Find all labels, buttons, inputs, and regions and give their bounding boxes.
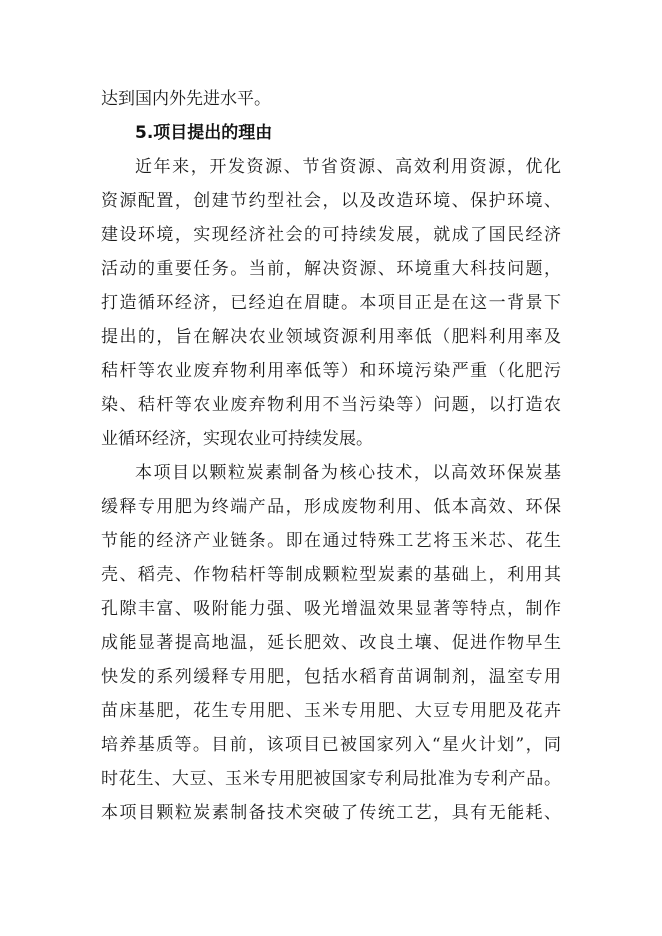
text-line: 时花生、大豆、玉米专用肥被国家专利局批准为专利产品。 — [101, 769, 561, 789]
text-line: 资源配置，创建节约型社会，以及改造环境、保护环境、 — [101, 191, 561, 211]
text-line: 业循环经济，实现农业可持续发展。 — [101, 429, 373, 449]
text-line: 建设环境，实现经济社会的可持续发展，就成了国民经济 — [101, 225, 561, 245]
text-line: 活动的重要任务。当前，解决资源、环境重大科技问题， — [101, 259, 561, 279]
text-line: 壳、稻壳、作物秸杆等制成颗粒型炭素的基础上，利用其 — [101, 565, 561, 585]
text-line: 节能的经济产业链条。即在通过特殊工艺将玉米芯、花生 — [101, 531, 561, 551]
section-heading: 5.项目提出的理由 — [135, 123, 273, 143]
text-line: 打造循环经济，已经迫在眉睫。本项目正是在这一背景下 — [101, 293, 561, 313]
text-line: 成能显著提高地温，延长肥效、改良土壤、促进作物早生 — [101, 633, 561, 653]
text-line: 达到国内外先进水平。 — [101, 89, 271, 109]
text-line: 孔隙丰富、吸附能力强、吸光增温效果显著等特点，制作 — [101, 599, 561, 619]
text-line: 秸杆等农业废弃物利用率低等）和环境污染严重（化肥污 — [101, 361, 561, 381]
text-line: 苗床基肥，花生专用肥、玉米专用肥、大豆专用肥及花卉 — [101, 701, 561, 721]
text-line: 近年来，开发资源、节省资源、高效利用资源，优化 — [135, 157, 561, 177]
text-line: 培养基质等。目前，该项目已被国家列入“星火计划”，同 — [101, 735, 561, 755]
text-line: 本项目颗粒炭素制备技术突破了传统工艺，具有无能耗、 — [101, 803, 561, 823]
text-line: 快发的系列缓释专用肥，包括水稻育苗调制剂，温室专用 — [101, 667, 561, 687]
text-line: 染、秸杆等农业废弃物利用不当污染等）问题，以打造农 — [101, 395, 561, 415]
text-line: 本项目以颗粒炭素制备为核心技术，以高效环保炭基 — [135, 463, 561, 483]
text-line: 提出的，旨在解决农业领域资源利用率低（肥料利用率及 — [101, 327, 561, 347]
text-line: 缓释专用肥为终端产品，形成废物利用、低本高效、环保 — [101, 497, 561, 517]
